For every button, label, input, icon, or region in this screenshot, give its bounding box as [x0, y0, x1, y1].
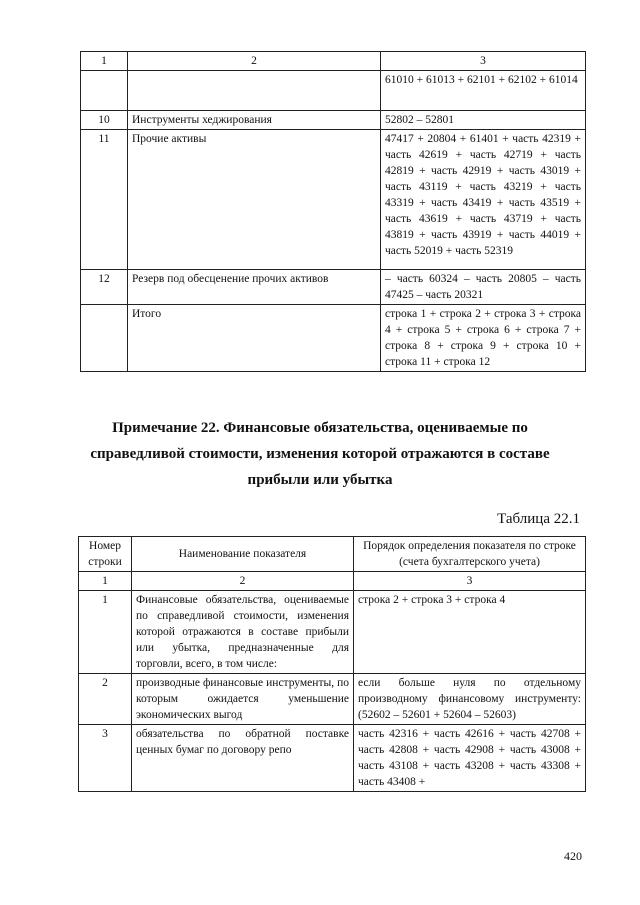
row-rule: если больше нуля по отдельному производному финансовому инструменту: (52602 – 52601 + 52604 – 52603): [354, 674, 586, 725]
row-number: 12: [81, 270, 128, 305]
index-cell: 3: [354, 572, 586, 591]
row-name: обязательства по обратной поставке ценных бумаг по договору репо: [132, 725, 354, 792]
row-number: [81, 71, 128, 111]
row-number: 3: [79, 725, 132, 792]
page-number: 420: [564, 849, 582, 863]
row-name: [128, 71, 381, 111]
index-cell: 3: [381, 52, 586, 71]
row-name: производные финансовые инструменты, по которым ожидается уменьшение экономических выгод: [132, 674, 354, 725]
row-rule: 61010 + 61013 + 62101 + 62102 + 61014: [381, 71, 586, 111]
row-name: Итого: [128, 305, 381, 372]
table-22-1: [78, 536, 586, 792]
table-row: [81, 270, 586, 305]
header-indicator-name: Наименование показателя: [132, 537, 354, 572]
row-number: 11: [81, 130, 128, 270]
table-row: [79, 674, 586, 725]
header-determination-rule: Порядок определения показателя по строке (счета бухгалтерского учета): [354, 537, 586, 572]
table-index-row: [81, 52, 586, 71]
row-rule: строка 2 + строка 3 + строка 4: [354, 591, 586, 674]
row-number: 10: [81, 111, 128, 130]
row-number: [81, 305, 128, 372]
index-cell: 1: [81, 52, 128, 71]
table-row: [81, 305, 586, 372]
row-rule: 47417 + 20804 + 61401 + часть 42319 + часть 42619 + часть 42719 + часть 42819 + часть 42919 + часть 43019 + часть 43119 + часть 43219 + часть 43319 + часть 43419 + часть 43519 + часть 43619 + часть 43719 + часть 43819 + часть 43919 + часть 44019 + часть 52019 + часть 52319: [381, 130, 586, 270]
header-row-number: Номер строки: [79, 537, 132, 572]
row-rule: 52802 – 52801: [381, 111, 586, 130]
index-cell: 2: [132, 572, 354, 591]
row-name: Инструменты хеджирования: [128, 111, 381, 130]
table-header-row: [79, 537, 586, 572]
row-number: 2: [79, 674, 132, 725]
index-cell: 1: [79, 572, 132, 591]
row-name: Прочие активы: [128, 130, 381, 270]
note-heading-line-3: прибыли или убытка: [247, 472, 393, 488]
table-caption: Таблица 22.1: [497, 511, 580, 527]
row-rule: часть 42316 + часть 42616 + часть 42708 + часть 42808 + часть 42908 + часть 43008 + часть 43108 + часть 43208 + часть 43308 + часть 43408 +: [354, 725, 586, 792]
table-row: [81, 71, 586, 111]
table-row: [81, 111, 586, 130]
row-number: 1: [79, 591, 132, 674]
table-row: [81, 130, 586, 270]
row-rule: строка 1 + строка 2 + строка 3 + строка 4 + строка 5 + строка 6 + строка 7 + строка 8 + строка 9 + строка 10 + строка 11 + строка 12: [381, 305, 586, 372]
note-heading-line-1: Примечание 22. Финансовые обязательства, оцениваемые по: [112, 420, 528, 436]
note-heading-line-2: справедливой стоимости, изменения которой отражаются в составе: [90, 446, 550, 462]
table-row: [79, 591, 586, 674]
table-row: [79, 725, 586, 792]
accounts-table-continued: [80, 51, 586, 372]
row-name: Резерв под обесценение прочих активов: [128, 270, 381, 305]
index-cell: 2: [128, 52, 381, 71]
row-name: Финансовые обязательства, оцениваемые по справедливой стоимости, изменения которой отражаются в составе прибыли или убытка, предназначенные для торговли, всего, в том числе:: [132, 591, 354, 674]
row-rule: – часть 60324 – часть 20805 – часть 47425 – часть 20321: [381, 270, 586, 305]
table-index-row: [79, 572, 586, 591]
